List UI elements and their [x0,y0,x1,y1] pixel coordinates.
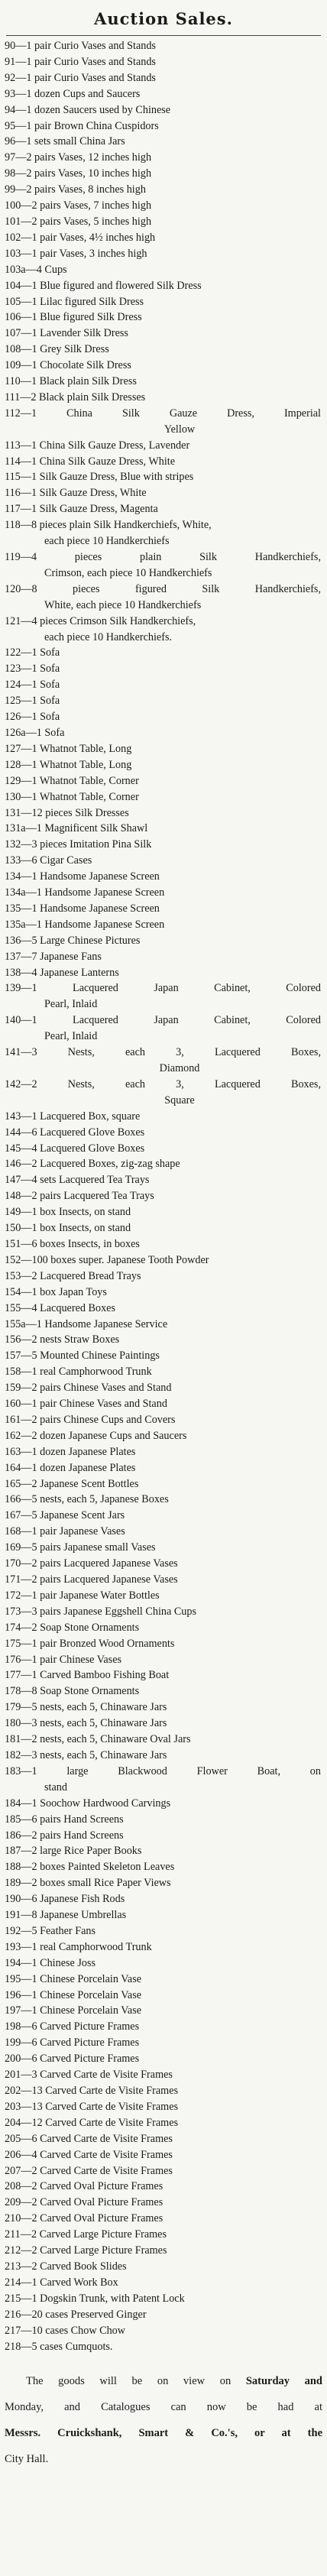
lot-item [5,150,324,166]
lot-text: 143—1 Lacquered Box, square [5,1110,141,1123]
lot-text: 135—1 Handsome Japanese Screen [5,902,160,915]
lot-text: 149—1 box Insects, on stand [5,1206,131,1219]
lot-item [5,214,324,230]
lot-text: 98—2 pairs Vases, 10 inches high [5,167,152,180]
lot-item [5,1156,324,1172]
lot-text: 138—4 Japanese Lanterns [5,966,119,979]
lot-text: 186—2 pairs Hand Screens [5,1829,124,1842]
lot-item [5,1796,324,1812]
lot-item [5,1716,324,1732]
lot-continuation: Yellow [164,423,196,436]
lot-item [5,2195,324,2211]
lot-item [5,1348,324,1364]
lot-item [5,1955,324,1972]
lot-item [5,1636,324,1652]
lot-item [5,294,324,310]
footer-line-1-bold: Saturday and [245,2375,322,2388]
lot-text: 184—1 Soochow Hardwood Carvings [5,1797,171,1810]
lot-text: 110—1 Black plain Silk Dress [5,375,137,388]
lot-item [5,1939,324,1955]
lot-text: 122—1 Sofa [5,646,60,659]
lot-text: 196—1 Chinese Porcelain Vase [5,1988,142,2001]
lot-item [5,885,324,901]
lot-text: 216—20 cases Preserved Ginger [5,2308,147,2321]
lot-item [5,278,324,294]
lot-item [5,1141,324,1157]
lot-text: 202—13 Carved Carte de Visite Frames [5,2085,179,2097]
lot-item [5,262,324,278]
lot-text: 187—2 large Rice Paper Books [5,1845,142,1858]
lot-item [5,1396,324,1412]
lot-item [5,1204,324,1220]
lot-text: 214—1 Carved Work Box [5,2276,118,2289]
lot-text: 164—1 dozen Japanese Plates [5,1461,136,1474]
lot-text: 159—2 pairs Chinese Vases and Stand [5,1382,172,1395]
lot-item [5,2083,324,2099]
lot-text: 172—1 pair Japanese Water Bottles [5,1589,160,1602]
lot-text: 137—7 Japanese Fans [5,950,102,963]
lot-item [5,1269,324,1285]
lot-text: 124—1 Sofa [5,679,60,692]
lot-item [5,309,324,326]
lot-item [5,2243,324,2259]
lot-text: 101—2 pairs Vases, 5 inches high [5,215,152,228]
lot-text: 142—2 Nests, each 3, Lacquered Boxes, [5,1077,321,1090]
lot-text: 146—2 Lacquered Boxes, zig-zag shape [5,1158,180,1171]
lot-continuation: stand [44,1781,67,1793]
lot-text: 96—1 sets small China Jars [5,135,125,148]
lot-text: 118—8 pieces plain Silk Handkerchiefs, White, [5,519,212,532]
lot-item [5,1285,324,1301]
lot-text: 194—1 Chinese Joss [5,1956,96,1969]
lot-item [5,614,324,646]
lot-item [5,2019,324,2035]
lot-text: 177—1 Carved Bamboo Fishing Boat [5,1669,170,1682]
lot-item [5,645,324,661]
lot-item [5,1667,324,1683]
lot-text: 144—6 Lacquered Glove Boxes [5,1126,145,1139]
lot-text: 204—12 Carved Carte de Visite Frames [5,2116,179,2129]
lot-text: 127—1 Whatnot Table, Long [5,742,132,755]
lot-text: 129—1 Whatnot Table, Corner [5,774,139,787]
lot-text: 201—3 Carved Carte de Visite Frames [5,2069,173,2082]
lot-text: 123—1 Sofa [5,663,60,676]
lot-text: 92—1 pair Curio Vases and Stands [5,71,156,84]
lot-text: 134—1 Handsome Japanese Screen [5,870,160,883]
lot-text: 131—12 pieces Silk Dresses [5,806,129,819]
lot-text: 133—6 Cigar Cases [5,854,92,867]
title-divider [6,35,321,36]
lot-text: 215—1 Dogskin Trunk, with Patent Lock [5,2292,185,2305]
lot-text: 211—2 Carved Large Picture Frames [5,2228,167,2241]
lot-text: 189—2 boxes small Rice Paper Views [5,1877,171,1890]
lot-text: 153—2 Lacquered Bread Trays [5,1269,141,1282]
lot-text: 115—1 Silk Gauze Dress, Blue with stripes [5,471,194,484]
lot-text: 179—5 nests, each 5, Chinaware Jars [5,1701,167,1714]
lot-text: 195—1 Chinese Porcelain Vase [5,1972,142,1985]
lot-text: 132—3 pieces Imitation Pina Silk [5,838,152,851]
lot-text: 130—1 Whatnot Table, Corner [5,790,139,803]
lot-item [5,2259,324,2275]
lot-item [5,1332,324,1348]
lot-item [5,1764,324,1796]
lot-item [5,230,324,246]
lot-item [5,2147,324,2163]
lot-item [5,469,324,485]
lot-item [5,70,324,86]
lot-item [5,1891,324,1907]
lot-text: 126—1 Sofa [5,711,60,724]
lot-item [5,933,324,949]
lot-item [5,1252,324,1269]
lot-text: 151—6 boxes Insects, in boxes [5,1237,140,1250]
lot-item [5,102,324,118]
lot-text: 213—2 Carved Book Slides [5,2260,127,2273]
lot-text: 200—6 Carved Picture Frames [5,2053,140,2066]
lot-text: 160—1 pair Chinese Vases and Stand [5,1398,167,1411]
lot-text: 174—2 Soap Stone Ornaments [5,1621,140,1634]
lot-text: 119—4 pieces plain Silk Handkerchiefs, [5,551,321,563]
lot-text: 178—8 Soap Stone Ornaments [5,1685,140,1698]
lot-list [5,38,324,2354]
lot-text: 210—2 Carved Oval Picture Frames [5,2212,164,2225]
lot-item [5,2163,324,2179]
lot-item [5,2339,324,2355]
lot-item [5,1492,324,1508]
lot-text: 218—5 cases Cumquots. [5,2340,113,2353]
lot-item [5,2035,324,2051]
lot-text: 135a—1 Handsome Japanese Screen [5,918,165,931]
lot-text: 112—1 China Silk Gauze Dress, Imperial [5,407,321,420]
lot-text: 103—1 pair Vases, 3 inches high [5,247,147,260]
lot-item [5,1364,324,1380]
lot-item [5,837,324,853]
lot-item [5,246,324,262]
lot-text: 176—1 pair Chinese Vases [5,1653,122,1666]
lot-item [5,853,324,869]
lot-text: 155a—1 Handsome Japanese Service [5,1317,168,1330]
lot-item [5,917,324,933]
lot-continuation: White, each piece 10 Handkerchiefs [44,598,202,611]
lot-item [5,166,324,182]
lot-text: 217—10 cases Chow Chow [5,2324,126,2337]
footer-line-1 [5,2368,322,2394]
lot-text: 109—1 Chocolate Silk Dress [5,359,131,372]
lot-text: 207—2 Carved Carte de Visite Frames [5,2164,173,2177]
lot-item [5,1301,324,1317]
lot-item [5,1700,324,1716]
lot-item [5,549,324,582]
lot-item [5,342,324,358]
lot-item [5,1828,324,1844]
lot-item [5,725,324,741]
lot-item [5,485,324,501]
lot-text: 203—13 Carved Carte de Visite Frames [5,2100,179,2113]
lot-item [5,374,324,390]
lot-text: 169—5 pairs Japanese small Vases [5,1541,156,1554]
lot-item [5,517,324,549]
lot-item [5,805,324,821]
lot-text: 104—1 Blue figured and flowered Silk Dress [5,279,202,292]
lot-item [5,2323,324,2339]
lot-text: 185—6 pairs Hand Screens [5,1813,124,1826]
lot-item [5,1476,324,1492]
lot-text: 156—2 nests Straw Boxes [5,1333,120,1346]
lot-text: 197—1 Chinese Porcelain Vase [5,2004,142,2017]
lot-item [5,1620,324,1636]
lot-item [5,949,324,965]
lot-text: 208—2 Carved Oval Picture Frames [5,2180,164,2193]
lot-text: 103a—4 Cups [5,263,67,276]
lot-text: 139—1 Lacquered Japan Cabinet, Colored [5,982,321,995]
lot-item [5,1652,324,1668]
page-title: Auction Sales. [94,9,233,28]
lot-text: 183—1 large Blackwood Flower Boat, on [5,1764,321,1777]
lot-item [5,2227,324,2243]
lot-item [5,661,324,677]
lot-item [5,1588,324,1604]
lot-item [5,1843,324,1859]
lot-text: 141—3 Nests, each 3, Lacquered Boxes, [5,1046,321,1059]
footer-line-2: Monday, and Catalogues can now be had at [5,2401,322,2414]
lot-item [5,1732,324,1748]
lot-text: 94—1 dozen Saucers used by Chinese [5,103,171,116]
lot-item [5,2099,324,2115]
lot-item [5,2179,324,2195]
lot-text: 192—5 Feather Fans [5,1924,96,1937]
lot-item [5,980,324,1013]
lot-item [5,2211,324,2227]
lot-item [5,1380,324,1396]
lot-item [5,757,324,773]
lot-text: 148—2 pairs Lacquered Tea Trays [5,1190,154,1203]
lot-item [5,677,324,693]
lot-text: 102—1 pair Vases, 4½ inches high [5,231,156,244]
lot-text: 97—2 pairs Vases, 12 inches high [5,151,152,164]
footer-line-3: Messrs. Cruickshank, Smart & Co.'s, or at the [5,2427,322,2440]
lot-text: 166—5 nests, each 5, Japanese Boxes [5,1493,169,1506]
lot-text: 111—2 Black plain Silk Dresses [5,390,146,403]
lot-continuation: each piece 10 Handkerchiefs. [44,630,173,643]
lot-item [5,2131,324,2147]
lot-item [5,1859,324,1875]
lot-text: 161—2 pairs Chinese Cups and Covers [5,1413,176,1426]
lot-text: 125—1 Sofa [5,695,60,708]
lot-text: 205—6 Carved Carte de Visite Frames [5,2132,173,2145]
lot-text: 116—1 Silk Gauze Dress, White [5,487,147,500]
lot-text: 173—3 pairs Japanese Eggshell China Cups [5,1605,197,1618]
lot-text: 93—1 dozen Cups and Saucers [5,87,141,100]
lot-text: 126a—1 Sofa [5,726,65,739]
lot-item [5,1604,324,1620]
lot-item [5,1972,324,1988]
lot-text: 108—1 Grey Silk Dress [5,343,109,356]
lot-continuation: Crimson, each piece 10 Handkerchiefs [44,566,212,579]
lot-item [5,1444,324,1460]
lot-text: 152—100 boxes super. Japanese Tooth Powder [5,1253,209,1266]
lot-continuation: Pearl, Inlaid [44,1030,98,1043]
lot-item [5,1220,324,1236]
lot-text: 180—3 nests, each 5, Chinaware Jars [5,1717,167,1730]
lot-text: 182—3 nests, each 5, Chinaware Jars [5,1748,167,1761]
footer-line-1-text: The goods will be on view on [26,2375,246,2388]
lot-text: 181—2 nests, each 5, Chinaware Oval Jars [5,1733,191,1746]
lot-item [5,358,324,374]
lot-text: 163—1 dozen Japanese Plates [5,1445,136,1458]
lot-text: 105—1 Lilac figured Silk Dress [5,295,144,308]
lot-text: 154—1 box Japan Toys [5,1285,107,1298]
lot-text: 121—4 pieces Crimson Silk Handkerchiefs, [5,614,196,627]
lot-text: 209—2 Carved Oval Picture Frames [5,2196,164,2209]
lot-item [5,773,324,789]
lot-item [5,1045,324,1077]
lot-text: 106—1 Blue figured Silk Dress [5,311,142,324]
lot-item [5,1109,324,1125]
lot-item [5,1428,324,1444]
lot-item [5,86,324,102]
footer-notice [5,2368,322,2472]
lot-text: 91—1 pair Curio Vases and Stands [5,55,156,68]
lot-text: 134a—1 Handsome Japanese Screen [5,886,165,899]
lot-text: 157—5 Mounted Chinese Paintings [5,1350,160,1363]
lot-item [5,1988,324,2004]
lot-text: 167—5 Japanese Scent Jars [5,1509,125,1522]
lot-item [5,2003,324,2019]
footer-line-4: City Hall. [5,2453,49,2466]
lot-item [5,821,324,837]
lot-text: 107—1 Lavender Silk Dress [5,327,128,340]
lot-item [5,1572,324,1588]
lot-item [5,182,324,198]
lot-text: 199—6 Carved Picture Frames [5,2036,140,2049]
lot-continuation: Square [164,1094,195,1107]
lot-text: 145—4 Lacquered Glove Boxes [5,1142,145,1155]
lot-continuation: each piece 10 Handkerchiefs [44,535,170,548]
lot-item [5,965,324,981]
lot-text: 155—4 Lacquered Boxes [5,1301,115,1314]
lot-text: 114—1 China Silk Gauze Dress, White [5,455,176,468]
lot-item [5,1013,324,1045]
lot-text: 140—1 Lacquered Japan Cabinet, Colored [5,1014,321,1027]
lot-item [5,1923,324,1939]
lot-item [5,1412,324,1428]
lot-item [5,693,324,709]
lot-item [5,38,324,54]
lot-text: 120—8 pieces figured Silk Handkerchiefs, [5,582,321,595]
lot-item [5,198,324,214]
lot-item [5,1540,324,1556]
lot-item [5,789,324,805]
lot-text: 158—1 real Camphorwood Trunk [5,1366,152,1379]
lot-text: 90—1 pair Curio Vases and Stands [5,40,156,52]
lot-item [5,390,324,406]
lot-item [5,438,324,454]
lot-text: 150—1 box Insects, on stand [5,1222,131,1235]
lot-item [5,1236,324,1252]
lot-item [5,2051,324,2067]
lot-text: 175—1 pair Bronzed Wood Ornaments [5,1637,175,1650]
lot-text: 162—2 dozen Japanese Cups and Saucers [5,1429,187,1442]
lot-text: 190—6 Japanese Fish Rods [5,1893,125,1906]
lot-text: 188—2 boxes Painted Skeleton Leaves [5,1861,175,1874]
lot-continuation: Pearl, Inlaid [44,998,98,1011]
lot-item [5,1683,324,1700]
lot-item [5,134,324,150]
lot-text: 95—1 pair Brown China Cuspidors [5,119,159,132]
lot-item [5,2275,324,2291]
lot-text: 206—4 Carved Carte de Visite Frames [5,2148,173,2161]
lot-item [5,1508,324,1524]
lot-text: 117—1 Silk Gauze Dress, Magenta [5,503,158,516]
lot-item [5,869,324,885]
lot-item [5,1812,324,1828]
lot-item [5,2307,324,2323]
lot-text: 170—2 pairs Lacquered Japanese Vases [5,1557,178,1570]
lot-item [5,326,324,342]
lot-text: 165—2 Japanese Scent Bottles [5,1477,139,1490]
lot-item [5,118,324,134]
lot-item [5,1460,324,1476]
lot-text: 131a—1 Magnificent Silk Shawl [5,822,148,835]
lot-item [5,1077,324,1109]
lot-text: 100—2 pairs Vases, 7 inches high [5,199,152,212]
lot-item [5,1188,324,1204]
lot-item [5,1125,324,1141]
lot-text: 168—1 pair Japanese Vases [5,1525,125,1538]
lot-item [5,1556,324,1572]
lot-text: 212—2 Carved Large Picture Frames [5,2244,167,2257]
lot-item [5,454,324,470]
lot-item [5,1748,324,1764]
lot-text: 171—2 pairs Lacquered Japanese Vases [5,1573,178,1586]
lot-item [5,2115,324,2131]
lot-text: 198—6 Carved Picture Frames [5,2020,140,2033]
lot-text: 99—2 pairs Vases, 8 inches high [5,183,146,196]
lot-text: 113—1 China Silk Gauze Dress, Lavender [5,439,190,452]
lot-text: 136—5 Large Chinese Pictures [5,934,141,947]
lot-text: 147—4 sets Lacquered Tea Trays [5,1174,150,1187]
lot-item [5,2291,324,2307]
lot-item [5,1524,324,1540]
lot-item [5,1172,324,1188]
lot-text: 193—1 real Camphorwood Trunk [5,1940,152,1953]
lot-item [5,501,324,517]
lot-item [5,2067,324,2083]
lot-text: 128—1 Whatnot Table, Long [5,758,132,771]
lot-item [5,1317,324,1333]
lot-item [5,406,324,438]
lot-item [5,54,324,70]
lot-item [5,741,324,757]
lot-item [5,1907,324,1923]
lot-item [5,582,324,614]
lot-item [5,709,324,725]
lot-item [5,1875,324,1891]
lot-item [5,901,324,917]
lot-continuation: Diamond [159,1062,200,1074]
lot-text: 191—8 Japanese Umbrellas [5,1909,127,1922]
